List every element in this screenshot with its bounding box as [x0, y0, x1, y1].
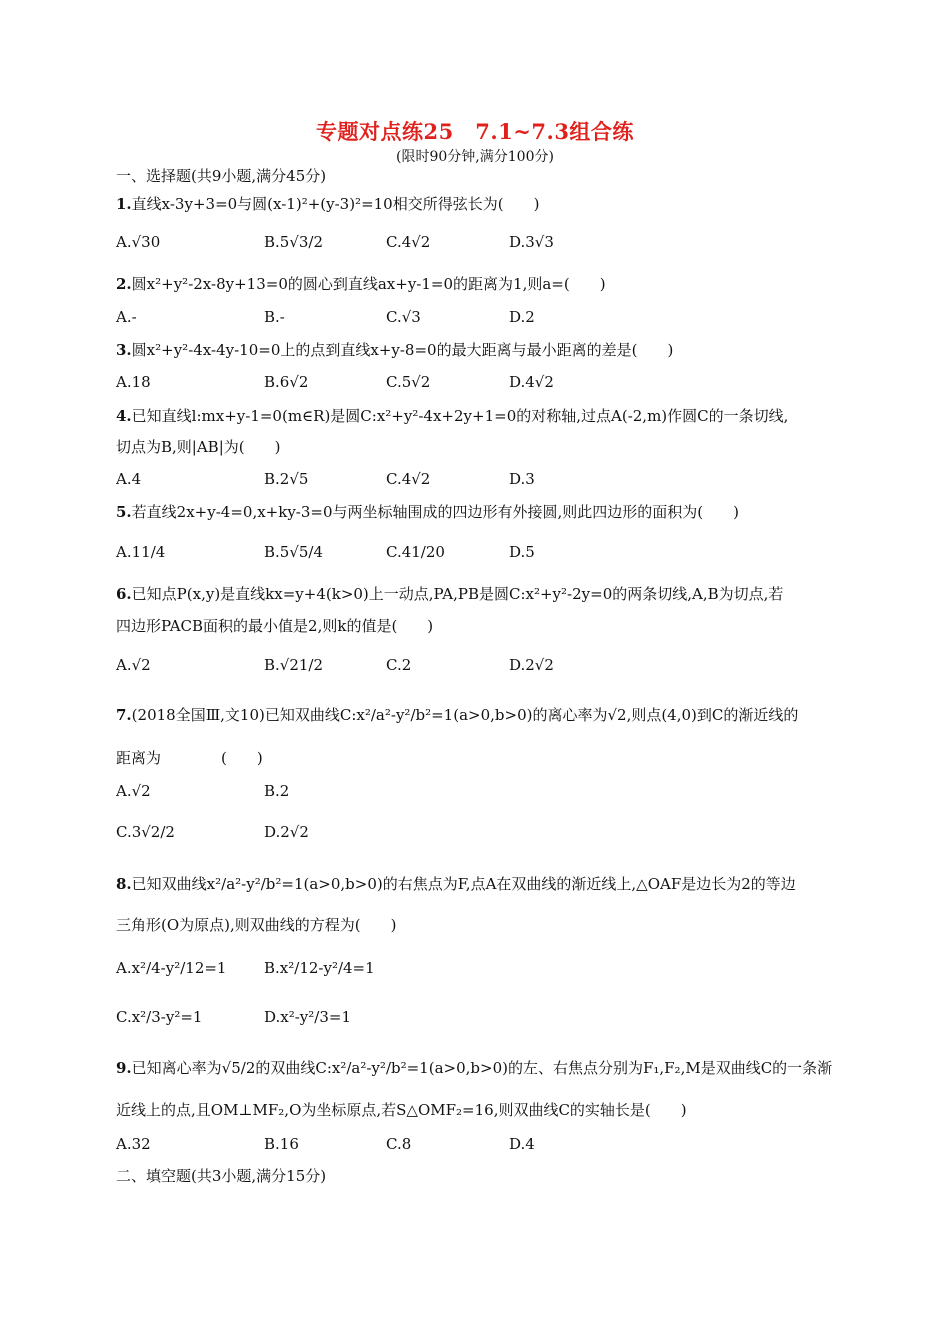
question-number: 2.: [116, 275, 132, 293]
option-b: B.16: [264, 1135, 299, 1153]
option-b: B.-: [264, 308, 285, 326]
option-d: D.5: [509, 543, 535, 561]
option-c: C.2: [386, 656, 412, 674]
option-c: C.√3: [386, 308, 421, 326]
question-number: 5.: [116, 503, 132, 521]
option-d: D.x²-y²/3=1: [264, 1008, 351, 1026]
option-b: B.6√2: [264, 373, 309, 391]
option-b: B.√21/2: [264, 656, 324, 674]
option-c: C.4√2: [386, 470, 431, 488]
question-stem: 直线x-3y+3=0与圆(x-1)²+(y-3)²=10相交所得弦长为( ): [131, 195, 540, 213]
question-4-cont: 切点为B,则|AB|为( ): [116, 438, 281, 456]
question-stem: 圆x²+y²-4x-4y-10=0上的点到直线x+y-8=0的最大距离与最小距离的差是( ): [131, 341, 674, 359]
question-4: [116, 406, 788, 426]
option-d: D.3√3: [509, 233, 554, 251]
option-b: B.5√5/4: [264, 543, 324, 561]
option-a: A.4: [116, 470, 142, 488]
option-d: D.4: [509, 1135, 535, 1153]
option-a: A.x²/4-y²/12=1: [116, 959, 227, 977]
question-number: 8.: [116, 875, 132, 893]
option-a: A.√30: [116, 233, 161, 251]
option-b: B.2√5: [264, 470, 309, 488]
question-stem: 已知直线l:mx+y-1=0(m∈R)是圆C:x²+y²-4x+2y+1=0的对称轴,过点A(-2,m)作圆C的一条切线,: [131, 407, 789, 425]
option-d: D.2√2: [509, 656, 554, 674]
page-subtitle: (限时90分钟,满分100分): [396, 149, 554, 165]
option-c: C.3√2/2: [116, 823, 175, 841]
question-number: 7.: [116, 706, 132, 724]
question-6-cont: 四边形PACB面积的最小值是2,则k的值是( ): [116, 617, 434, 635]
question-stem: 若直线2x+y-4=0,x+ky-3=0与两坐标轴围成的四边形有外接圆,则此四边形的面积为( ): [131, 503, 739, 521]
question-7: [116, 705, 798, 725]
option-d: D.3: [509, 470, 535, 488]
question-stem: (2018全国Ⅲ,文10)已知双曲线C:x²/a²-y²/b²=1(a>0,b>0)的离心率为√2,则点(4,0)到C的渐近线的: [131, 706, 799, 724]
option-a: A.√2: [116, 656, 151, 674]
option-d: D.2√2: [264, 823, 309, 841]
page-title: 专题对点练25 7.1~7.3组合练: [316, 119, 634, 144]
option-a: A.-: [116, 308, 137, 326]
question-number: 3.: [116, 341, 132, 359]
question-number: 6.: [116, 585, 132, 603]
question-1: [116, 194, 539, 214]
option-b: B.5√3/2: [264, 233, 324, 251]
question-3: [116, 340, 673, 360]
question-stem: 已知点P(x,y)是直线kx=y+4(k>0)上一动点,PA,PB是圆C:x²+y²-2y=0的两条切线,A,B为切点,若: [131, 585, 784, 603]
option-a: A.√2: [116, 782, 151, 800]
question-9: [116, 1058, 832, 1078]
question-8: [116, 874, 796, 894]
question-number: 9.: [116, 1059, 132, 1077]
option-c: C.5√2: [386, 373, 431, 391]
question-stem: 已知离心率为√5/2的双曲线C:x²/a²-y²/b²=1(a>0,b>0)的左、右焦点分别为F₁,F₂,M是双曲线C的一条渐: [131, 1059, 833, 1077]
question-stem: 圆x²+y²-2x-8y+13=0的圆心到直线ax+y-1=0的距离为1,则a=( ): [131, 275, 606, 293]
option-a: A.11/4: [116, 543, 166, 561]
option-d: D.2: [509, 308, 535, 326]
section-heading-choice: 一、选择题(共9小题,满分45分): [116, 167, 327, 185]
question-stem: 已知双曲线x²/a²-y²/b²=1(a>0,b>0)的右焦点为F,点A在双曲线的渐近线上,△OAF是边长为2的等边: [131, 875, 796, 893]
option-a: A.32: [116, 1135, 151, 1153]
question-number: 1.: [116, 195, 132, 213]
option-c: C.41/20: [386, 543, 445, 561]
option-b: B.x²/12-y²/4=1: [264, 959, 375, 977]
question-9-cont: 近线上的点,且OM⊥MF₂,O为坐标原点,若S△OMF₂=16,则双曲线C的实轴长是( ): [116, 1101, 687, 1119]
section-heading-fill: 二、填空题(共3小题,满分15分): [116, 1167, 327, 1185]
option-c: C.4√2: [386, 233, 431, 251]
question-5: [116, 502, 739, 522]
option-a: A.18: [116, 373, 151, 391]
option-c: C.8: [386, 1135, 412, 1153]
question-2: [116, 274, 606, 294]
question-number: 4.: [116, 407, 132, 425]
option-d: D.4√2: [509, 373, 554, 391]
question-7-cont: 距离为 ( ): [116, 749, 263, 767]
question-6: [116, 584, 783, 604]
option-b: B.2: [264, 782, 290, 800]
question-8-cont: 三角形(O为原点),则双曲线的方程为( ): [116, 916, 397, 934]
option-c: C.x²/3-y²=1: [116, 1008, 203, 1026]
